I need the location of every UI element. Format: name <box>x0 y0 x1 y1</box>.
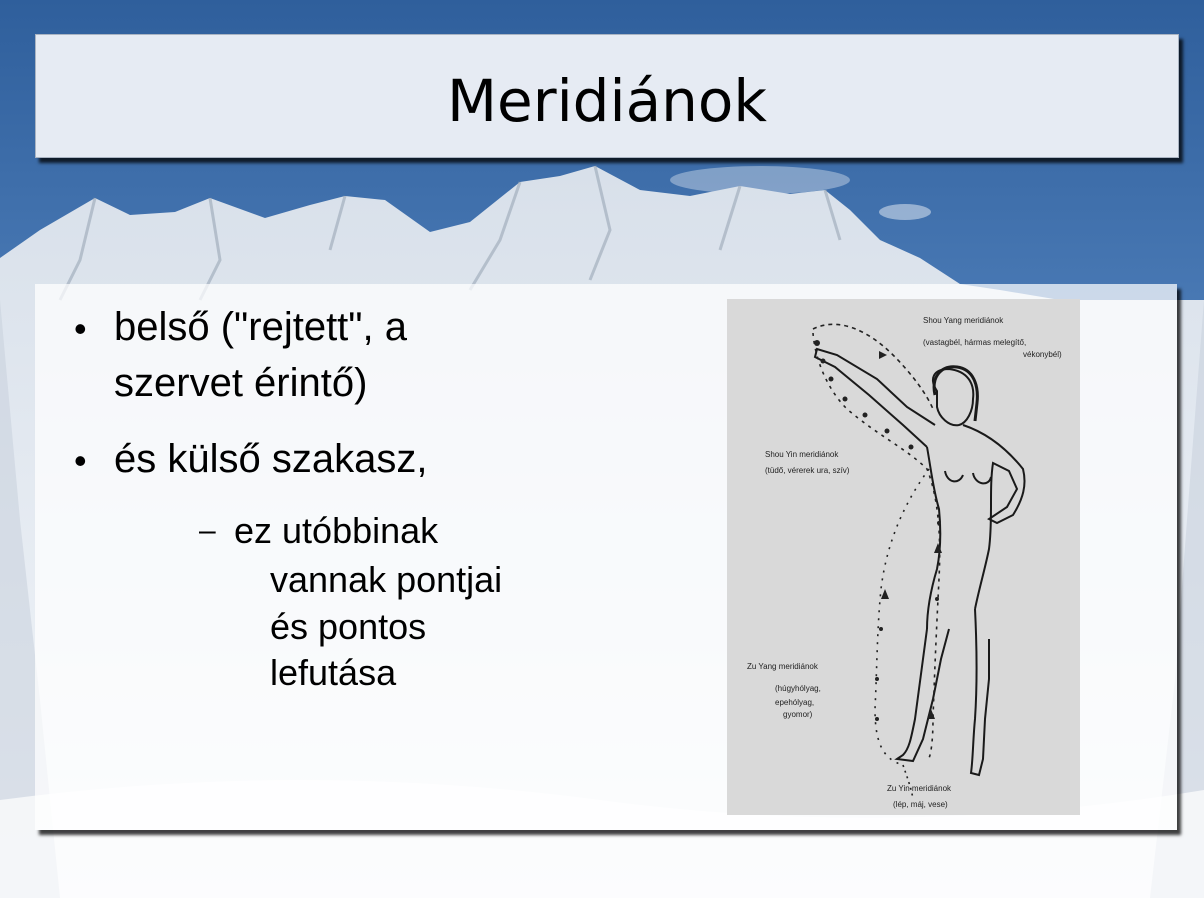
zu-yang-desc-1: (húgyhólyag, <box>775 684 821 693</box>
zu-yang-desc-3: gyomor) <box>783 710 813 719</box>
shou-yang-desc-1: (vastagbél, hármas melegítő, <box>923 338 1027 347</box>
bullet-marker: • <box>74 440 87 481</box>
bullet-marker: • <box>74 308 87 349</box>
zu-yin-desc: (lép, máj, vese) <box>893 800 948 809</box>
sub-bullet-line-3: és pontos <box>270 606 427 647</box>
shou-yang-title: Shou Yang meridiánok <box>923 316 1004 325</box>
shou-yin-desc: (tüdő, vérerek ura, szív) <box>765 466 850 475</box>
slide-title: Meridiánok <box>447 67 767 135</box>
bullet-1-line-1: belső ("rejtett", a <box>114 305 407 349</box>
sub-bullet-dash: – <box>199 514 216 547</box>
title-box <box>35 34 1179 158</box>
shou-yang-desc-2: vékonybél) <box>1023 350 1062 359</box>
zu-yang-desc-2: epehólyag, <box>775 698 815 707</box>
shou-yin-title: Shou Yin meridiánok <box>765 450 839 459</box>
sub-bullet-line-2: vannak pontjai <box>270 559 503 600</box>
zu-yin-title: Zu Yin meridiánok <box>887 784 952 793</box>
meridian-figure-image <box>727 299 1080 815</box>
sub-bullet-line-1: ez utóbbinak <box>234 510 439 551</box>
zu-yang-title: Zu Yang meridiánok <box>747 662 818 671</box>
bullet-2-line-1: és külső szakasz, <box>114 437 428 481</box>
sub-bullet-line-4: lefutása <box>270 652 397 693</box>
bullet-1-line-2: szervet érintő) <box>114 361 368 405</box>
